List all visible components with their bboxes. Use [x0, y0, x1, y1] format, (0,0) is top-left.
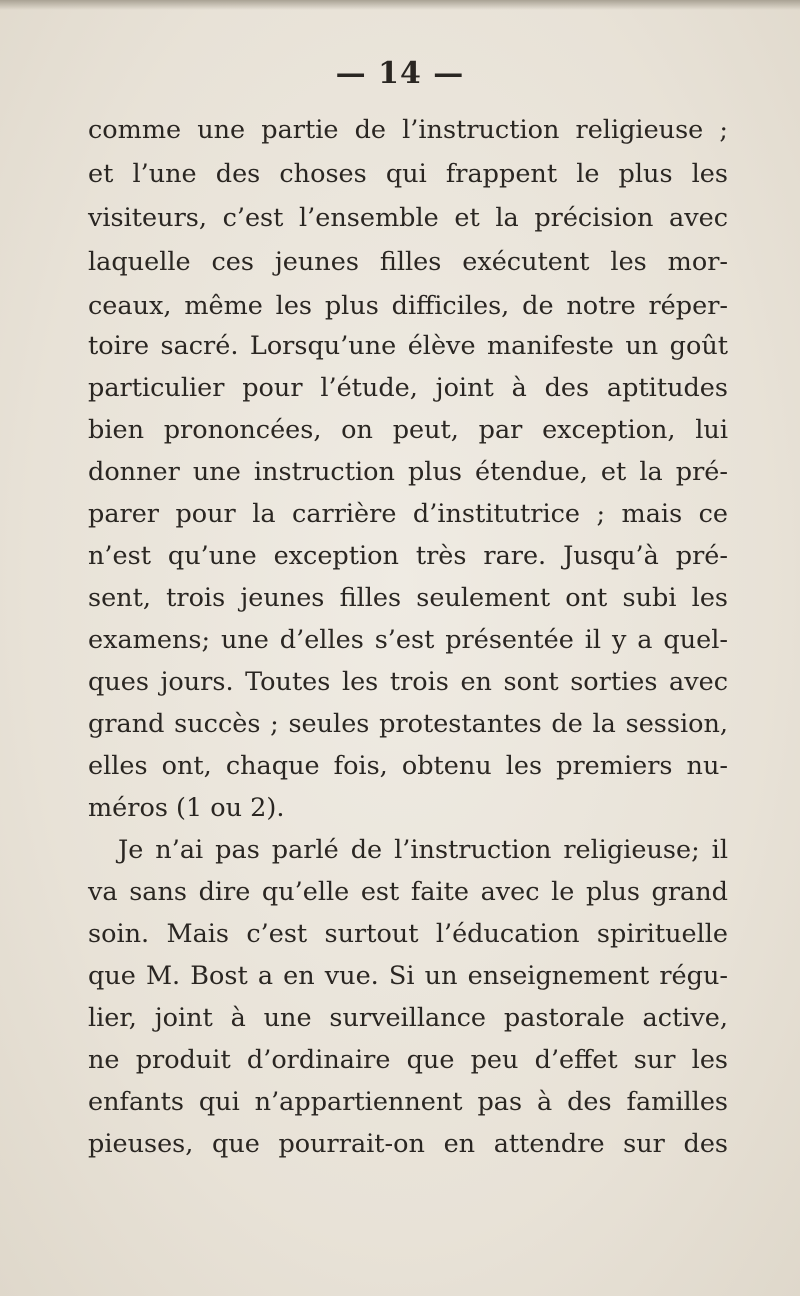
- text-line: et l’une des choses qui frappent le plus les: [88, 159, 728, 189]
- text-line: sent, trois jeunes filles seulement ont subi les: [88, 583, 728, 613]
- text-line: donner une instruction plus étendue, et la pré-: [88, 457, 728, 487]
- paragraph-start-line: Je n’ai pas parlé de l’instruction religieuse; il: [118, 835, 728, 865]
- text-line: lier, joint à une surveillance pastorale active,: [88, 1003, 728, 1033]
- text-line: n’est qu’une exception très rare. Jusqu’à pré-: [88, 541, 728, 571]
- page-number: — 14 —: [335, 56, 465, 91]
- text-line: bien prononcées, on peut, par exception, lui: [88, 415, 728, 445]
- text-line: ques jours. Toutes les trois en sont sorties avec: [88, 667, 728, 697]
- text-line: parer pour la carrière d’institutrice ; mais ce: [88, 499, 728, 529]
- text-line: ceaux, même les plus difficiles, de notre réper-: [88, 291, 728, 321]
- text-line: visiteurs, c’est l’ensemble et la précision avec: [88, 203, 728, 233]
- text-line: elles ont, chaque fois, obtenu les premiers nu-: [88, 751, 728, 781]
- text-line: toire sacré. Lorsqu’une élève manifeste un goût: [88, 331, 728, 361]
- text-line: examens; une d’elles s’est présentée il y a quel-: [88, 625, 728, 655]
- text-line: comme une partie de l’instruction religieuse ;: [88, 115, 728, 145]
- paragraph-end-line: méros (1 ou 2).: [88, 793, 285, 823]
- page-top-edge: [0, 0, 800, 10]
- text-line: grand succès ; seules protestantes de la session,: [88, 709, 728, 739]
- text-line: enfants qui n’appartiennent pas à des familles: [88, 1087, 728, 1117]
- text-line: ne produit d’ordinaire que peu d’effet sur les: [88, 1045, 728, 1075]
- text-line: laquelle ces jeunes filles exécutent les mor-: [88, 247, 728, 277]
- text-line: que M. Bost a en vue. Si un enseignement régu-: [88, 961, 728, 991]
- text-line: particulier pour l’étude, joint à des aptitudes: [88, 373, 728, 403]
- text-line: soin. Mais c’est surtout l’éducation spirituelle: [88, 919, 728, 949]
- text-line: pieuses, que pourrait-on en attendre sur des: [88, 1129, 728, 1159]
- text-line: va sans dire qu’elle est faite avec le plus grand: [88, 877, 728, 907]
